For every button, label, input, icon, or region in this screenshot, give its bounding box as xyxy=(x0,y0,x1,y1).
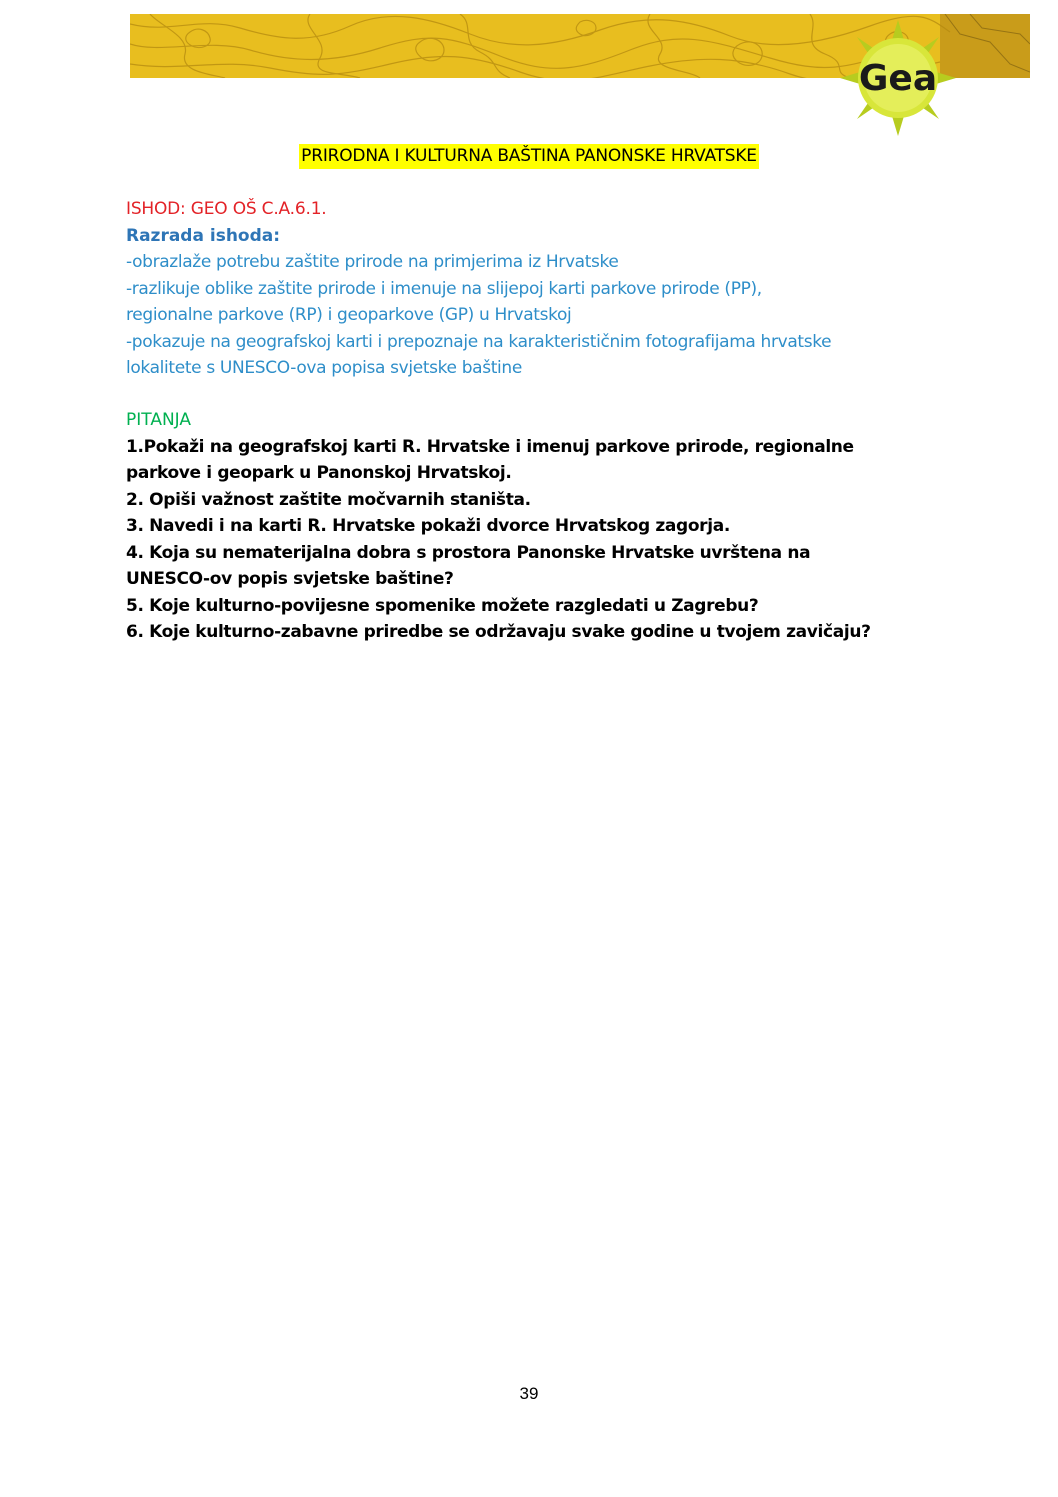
razrada-line: regionalne parkove (RP) i geoparkove (GP) u Hrvatskoj xyxy=(126,305,572,325)
pitanja-list xyxy=(126,434,946,646)
gea-logo xyxy=(838,18,958,138)
razrada-line: lokalitete s UNESCO-ova popisa svjetske baštine xyxy=(126,358,522,378)
page-number: 39 xyxy=(519,1384,539,1403)
question-line: 5. Koje kulturno-povijesne spomenike možete razgledati u Zagrebu? xyxy=(126,595,759,616)
razrada-list xyxy=(126,249,946,382)
question-line: UNESCO-ov popis svjetske baštine? xyxy=(126,569,454,589)
logo-text: Gea xyxy=(858,58,938,99)
razrada-line: -obrazlaže potrebu zaštite prirode na primjerima iz Hrvatske xyxy=(126,252,619,272)
pitanja-heading: PITANJA xyxy=(126,409,192,430)
page-title: PRIRODNA I KULTURNA BAŠTINA PANONSKE HRVATSKE xyxy=(299,144,759,169)
main-content xyxy=(126,196,946,646)
question-line: 3. Navedi i na karti R. Hrvatske pokaži dvorce Hrvatskog zagorja. xyxy=(126,516,730,536)
question-line: 2. Opiši važnost zaštite močvarnih staništa. xyxy=(126,489,531,510)
question-line: 1.Pokaži na geografskoj karti R. Hrvatske i imenuj parkove prirode, regionalne xyxy=(126,436,854,457)
question-line: 4. Koja su nematerijalna dobra s prostora Panonske Hrvatske uvrštena na xyxy=(126,542,811,563)
razrada-line: -pokazuje na geografskoj karti i prepoznaje na karakterističnim fotografijama hrvatske xyxy=(126,331,832,352)
razrada-line: -razlikuje oblike zaštite prirode i imenuje na slijepoj karti parkove prirode (PP), xyxy=(126,278,762,299)
sun-icon xyxy=(838,18,958,138)
razrada-heading: Razrada ishoda: xyxy=(126,226,281,246)
title-container xyxy=(0,144,1058,169)
ishod-heading: ISHOD: GEO OŠ C.A.6.1. xyxy=(126,199,327,219)
question-line: parkove i geopark u Panonskoj Hrvatskoj. xyxy=(126,463,512,483)
question-line: 6. Koje kulturno-zabavne priredbe se održavaju svake godine u tvojem zavičaju? xyxy=(126,622,871,642)
